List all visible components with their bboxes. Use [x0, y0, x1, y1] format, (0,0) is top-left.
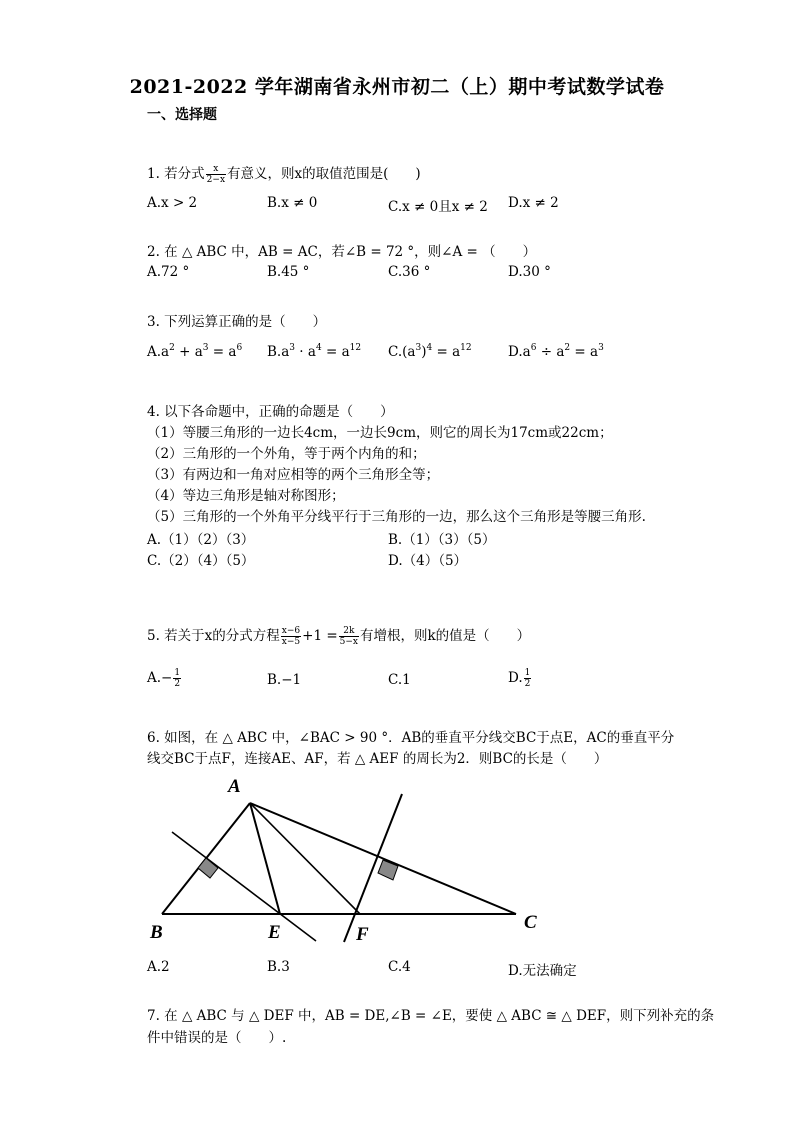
vertex-label-a: A: [228, 776, 241, 797]
q3-option-b: $B.a^3 \cdot a^4 = a^{12}$: [267, 343, 362, 360]
q1-option-c: C.x ≠ 0且x ≠ 2: [388, 199, 488, 215]
section-heading: 一、选择题: [147, 107, 217, 123]
question-3-stem: 3. 下列运算正确的是（ ）: [147, 314, 327, 330]
q4-item-5: （5）三角形的一个外角平分线平行于三角形的一边，那么这个三角形是等腰三角形.: [147, 509, 646, 525]
question-4-stem: 4. 以下各命题中，正确的命题是（ ）: [147, 404, 394, 420]
q3-option-a: $A.a^2 + a^3 = a^6$: [147, 343, 243, 360]
question-7-line-2: 件中错误的是（ ）.: [147, 1030, 287, 1046]
q2-option-b: B.45 °: [267, 264, 310, 280]
q4-item-2: （2）三角形的一个外角，等于两个内角的和；: [147, 446, 426, 462]
vertex-label-b: B: [150, 922, 163, 943]
q3-option-d: $D.a^6 \div a^2 = a^3$: [508, 343, 604, 360]
q2-option-c: C.36 °: [388, 264, 431, 280]
q2-option-a: A.72 °: [147, 264, 190, 280]
q5-option-a: A.− $\frac{1}{2}$: [147, 668, 181, 689]
question-1-stem: [147, 162, 421, 185]
q1-text-pre: 1. 若分式: [147, 166, 205, 182]
q1-option-b: B.x ≠ 0: [267, 195, 318, 211]
q3-option-c: $C.(a^3)^4 = a^{12}$: [388, 343, 472, 360]
q4-option-c: C.（2）（4）（5）: [147, 553, 255, 569]
q1-frac-num: x: [206, 164, 226, 175]
question-6-line-2: 线交BC于点F，连接AE、AF，若 △ AEF 的周长为2．则BC的长是（ ）: [147, 751, 608, 767]
q5-option-c: C.1: [388, 672, 411, 688]
vertex-label-c: C: [524, 912, 537, 933]
q6-option-a: A.2: [147, 959, 170, 975]
q5-fraction-1: $\frac{x-6}{x-5}$: [281, 626, 301, 647]
question-2-stem: 2. 在 △ ABC 中，AB = AC，若∠B = 72 °，则∠A = （ ）: [147, 244, 537, 260]
q1-option-d: D.x ≠ 2: [508, 195, 559, 211]
q4-item-4: （4）等边三角形是轴对称图形；: [147, 488, 345, 504]
triangle-figure: [140, 770, 560, 950]
q4-option-a: A.（1）（2）（3）: [147, 532, 255, 548]
q2-option-d: D.30 °: [508, 264, 551, 280]
q1-text-post: 有意义，则x的取值范围是( ): [227, 166, 421, 182]
q4-item-3: （3）有两边和一角对应相等的两个三角形全等；: [147, 467, 440, 483]
q5-option-b: B.−1: [267, 672, 302, 688]
q6-option-c: C.4: [388, 959, 411, 975]
right-angle-mark-ab: [198, 858, 218, 878]
question-6-line-1: 6. 如图，在 △ ABC 中，∠BAC > 90 °．AB的垂直平分线交BC于点E，AC的垂直平分: [147, 730, 675, 746]
q4-option-b: B.（1）（3）（5）: [388, 532, 496, 548]
q5-option-d: D. $\frac{1}{2}$: [508, 668, 531, 689]
q4-item-1: （1）等腰三角形的一边长4cm，一边长9cm，则它的周长为17cm或22cm；: [147, 425, 613, 441]
q1-fraction: [206, 164, 226, 185]
q1-option-a: A.x > 2: [147, 195, 198, 211]
page-title: 2021-2022 学年湖南省永州市初二（上）期中考试数学试卷: [129, 76, 665, 98]
q6-option-b: B.3: [267, 959, 290, 975]
question-5-stem: 5. 若关于x的分式方程 $\frac{x-6}{x-5}$ +1 = $\frac{2k}{5-x}$ 有增根，则k的值是（ ）: [147, 626, 531, 647]
q5-fraction-2: $\frac{2k}{5-x}$: [339, 626, 358, 647]
question-7-line-1: 7. 在 △ ABC 与 △ DEF 中，AB = DE,∠B = ∠E，要使 △ ABC ≅ △ DEF，则下列补充的条: [147, 1008, 715, 1024]
q6-option-d: D.无法确定: [508, 963, 577, 979]
q4-option-d: D.（4）（5）: [388, 553, 468, 569]
point-label-e: E: [268, 922, 281, 943]
point-label-f: F: [356, 924, 369, 945]
q1-frac-den: 2−x: [206, 175, 226, 185]
